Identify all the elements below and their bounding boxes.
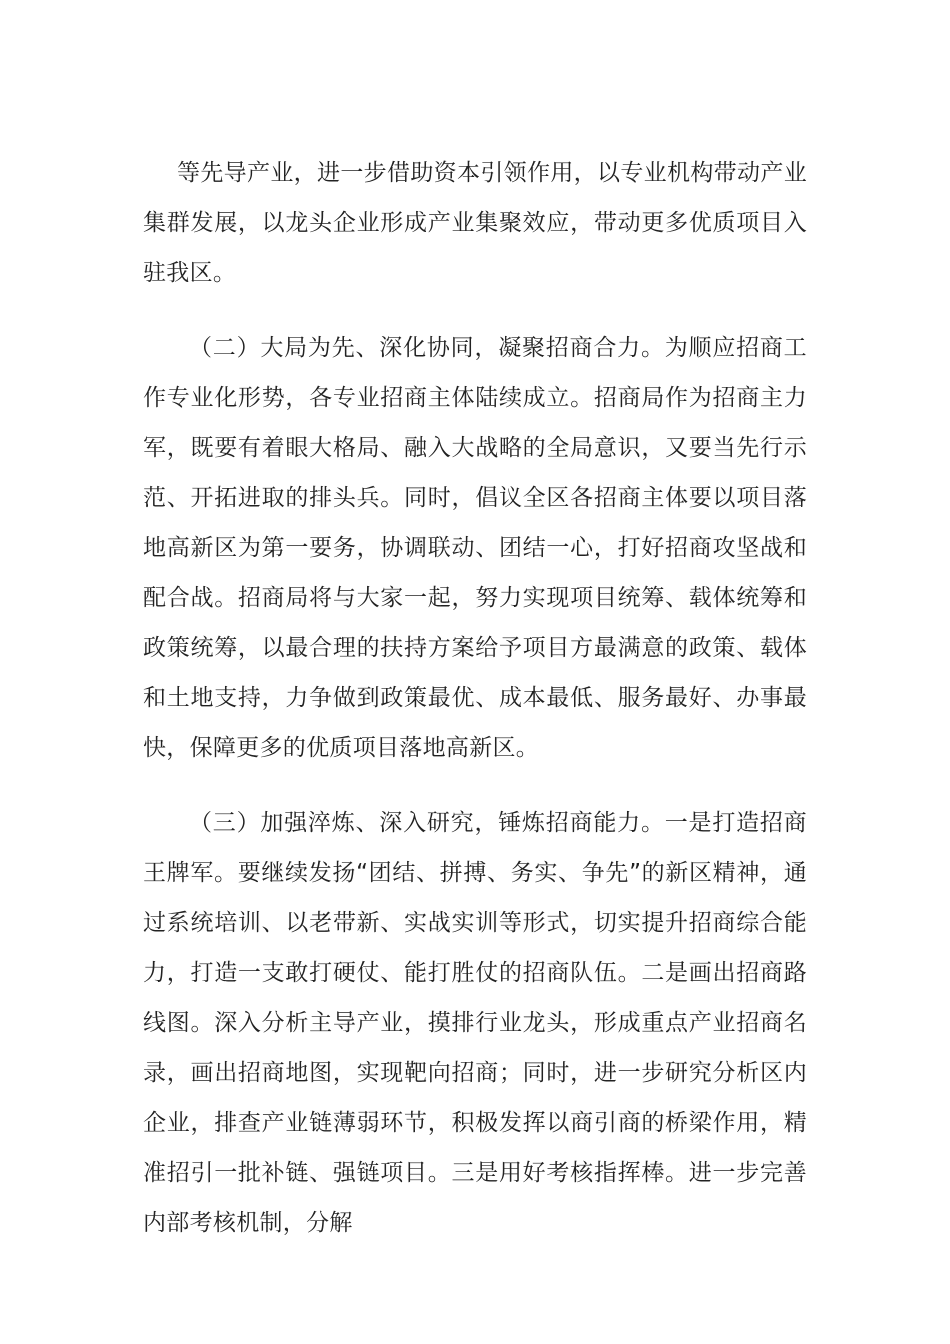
paragraph-section-two: （二）大局为先、深化协同，凝聚招商合力。为顺应招商工作专业化形势，各专业招商主体陆续成立。招商局作为招商主力军，既要有着眼大格局、融入大战略的全局意识，又要当先行示范、开拓进取的排头兵。同时，倡议全区各招商主体要以项目落地高新区为第一要务，协调联动、团结一心，打好招商攻坚战和配合战。招商局将与大家一起，努力实现项目统筹、载体统筹和政策统筹，以最合理的扶持方案给予项目方最满意的政策、载体和土地支持，力争做到政策最优、成本最低、服务最好、办事最快，保障更多的优质项目落地高新区。: [143, 335, 807, 761]
document-body: [143, 148, 807, 1248]
paragraph-continuation: 等先导产业，进一步借助资本引领作用，以专业机构带动产业集群发展，以龙头企业形成产业集聚效应，带动更多优质项目入驻我区。: [143, 160, 807, 286]
paragraph-section-three: （三）加强淬炼、深入研究，锤炼招商能力。一是打造招商王牌军。要继续发扬“团结、拼搏、务实、争先”的新区精神，通过系统培训、以老带新、实战实训等形式，切实提升招商综合能力，打造一支敢打硬仗、能打胜仗的招商队伍。二是画出招商路线图。深入分析主导产业，摸排行业龙头，形成重点产业招商名录，画出招商地图，实现靶向招商；同时，进一步研究分析区内企业，排查产业链薄弱环节，积极发挥以商引商的桥梁作用，精准招引一批补链、强链项目。三是用好考核指挥棒。进一步完善内部考核机制，分解: [143, 810, 807, 1236]
